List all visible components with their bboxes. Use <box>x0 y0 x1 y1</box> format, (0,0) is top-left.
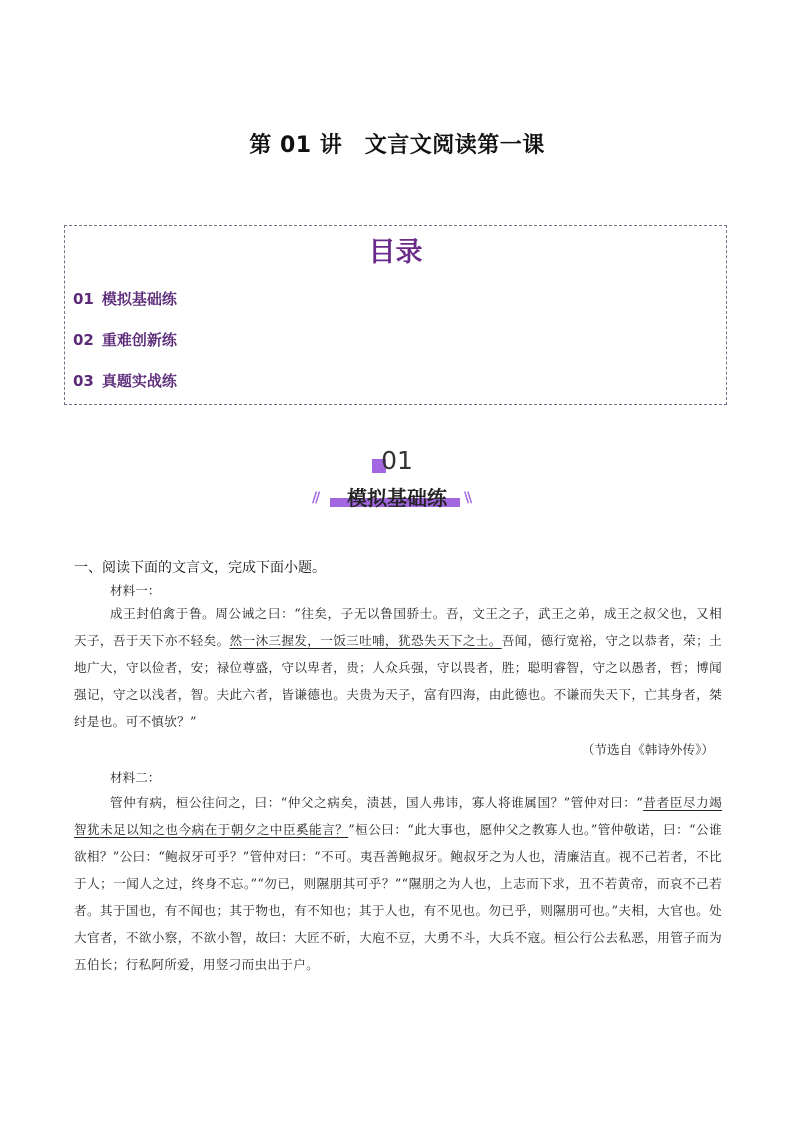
toc-item-03[interactable] <box>73 370 177 391</box>
toc-item-number: 02 <box>73 331 94 349</box>
passage-text: 吾闻，德行宽裕，守之以恭者，荣；土地广大，守以俭者，安；禄位尊盛，守以卑者，贵；人众兵强，守以畏者，胜；聪明睿智，守之以愚者，哲；博闻强记，守之以浅者，智。夫此六者，皆谦德也。夫贵为天子，富有四海，由此德也。不谦而失天下，亡其身者，桀纣是也。可不慎欤？” <box>74 633 722 729</box>
passage-text: ”桓公曰：“此大事也，愿仲父之教寡人也。”管仲敬诺，曰：“公谁欲相？”公曰：“鲍叔牙可乎？”管仲对曰：“不可。夷吾善鲍叔牙。鲍叔牙之为人也，清廉洁直。视不己若者，不比于人；一闻人之过，终身不忘。”“勿已，则隰朋其可乎？”“隰朋之为人也，上志而下求，丑不若黄帝，而哀不己若者。其于国也，有不闻也；其于物也，有不知也；其于人也，有不见也。勿已乎，则隰朋可也。”夫相，大官也。处大官者，不欲小察，不欲小智，故曰：大匠不斫，大庖不豆，大勇不斗，大兵不寇。桓公行公去私恶，用管子而为五伯长；行私阿所爱，用竖刁而虫出于户。 <box>74 822 722 972</box>
material-1-source: （节选自《韩诗外传》） <box>581 742 714 757</box>
toc-item-number: 01 <box>73 290 94 308</box>
toc-item-label: 真题实战练 <box>101 372 177 390</box>
toc-item-02[interactable] <box>73 329 177 350</box>
question-intro: 一、阅读下面的文言文，完成下面小题。 <box>74 560 326 576</box>
material-2-passage <box>74 789 722 978</box>
toc-item-01[interactable] <box>73 288 177 309</box>
toc-item-label: 模拟基础练 <box>101 290 177 308</box>
section-number: 01 <box>381 446 413 475</box>
section-title: 模拟基础练 <box>347 486 447 510</box>
toc-item-label: 重难创新练 <box>101 331 177 349</box>
passage-text: 成王封伯禽于鲁。周公诫之曰：“往矣，子无以鲁国骄士。吾，文王之子，武王之弟，成王之叔父也，又相天子，吾于天下亦不轻矣。 <box>74 606 722 648</box>
toc-item-number: 03 <box>73 372 94 390</box>
material-1-label: 材料一： <box>110 583 161 598</box>
page-title: 第 01 讲 文言文阅读第一课 <box>249 133 545 158</box>
right-slash-decoration: \\ <box>464 490 471 506</box>
underlined-sentence: 昔者臣尽力竭智犹未足以知之也今病在于朝夕之中臣奚能言？ <box>74 795 722 837</box>
material-2-label: 材料二： <box>110 770 161 785</box>
toc-heading: 目录 <box>368 237 423 268</box>
underlined-sentence: 然一沐三握发，一饭三吐哺，犹恐失天下之士。 <box>229 633 502 648</box>
left-slash-decoration: // <box>312 490 319 506</box>
material-1-passage <box>74 600 722 735</box>
passage-text: 管仲有病，桓公往问之，曰：“仲父之病矣，渍甚，国人弗讳，寡人将谁属国？”管仲对曰：“ <box>110 795 644 810</box>
table-of-contents <box>64 225 727 405</box>
